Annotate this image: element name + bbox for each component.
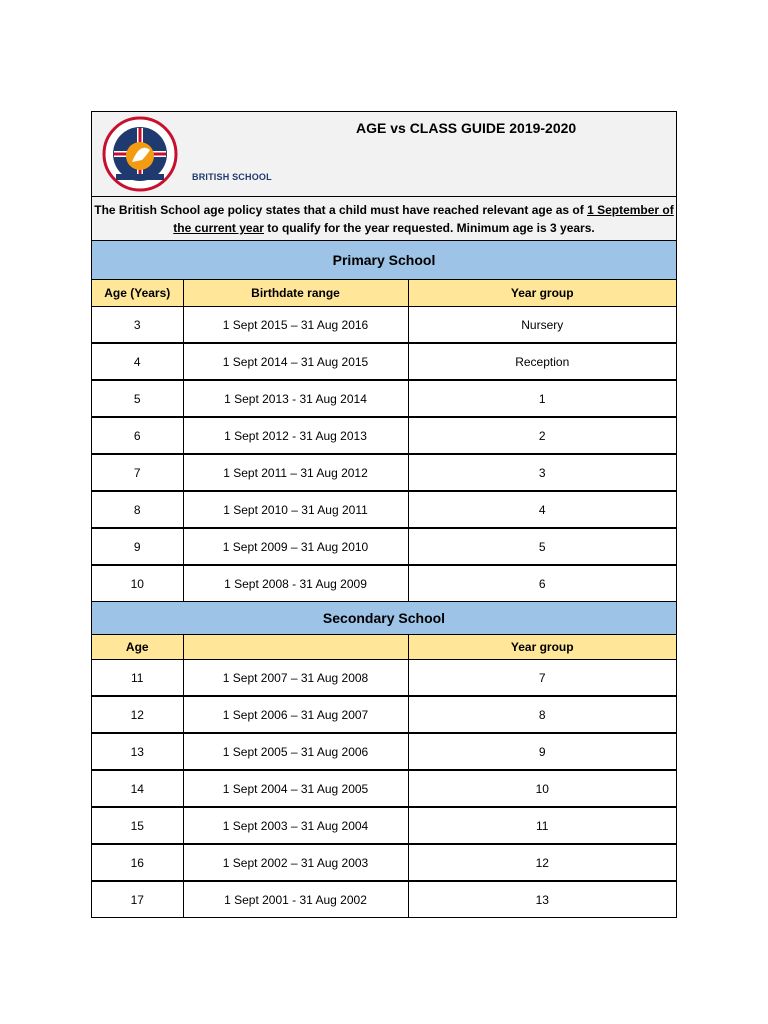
policy-text-after: to qualify for the year requested. Minimum age is 3 years. <box>263 221 595 235</box>
table-row <box>92 660 676 697</box>
table-row <box>92 770 676 807</box>
table-row <box>92 696 676 733</box>
year-group-cell: 3 <box>408 454 676 491</box>
age-cell: 7 <box>92 454 183 491</box>
year-group-cell: 12 <box>408 844 676 881</box>
table-row <box>92 844 676 881</box>
logo-wordmark: BRITISH SCHOOL <box>192 172 272 182</box>
age-cell: 15 <box>92 807 183 844</box>
birthdate-range-cell: 1 Sept 2005 – 31 Aug 2006 <box>183 733 408 770</box>
age-cell: 16 <box>92 844 183 881</box>
table-row <box>92 343 676 380</box>
table-row <box>92 307 676 344</box>
birthdate-range-cell: 1 Sept 2009 – 31 Aug 2010 <box>183 528 408 565</box>
column-header-age: Age (Years) <box>92 280 183 307</box>
column-header-year-group: Year group <box>408 280 676 307</box>
age-cell: 5 <box>92 380 183 417</box>
year-group-cell: 13 <box>535 892 549 907</box>
year-group-cell: 4 <box>408 491 676 528</box>
primary-header-row <box>92 280 676 307</box>
birthdate-range-cell: 1 Sept 2002 – 31 Aug 2003 <box>183 844 408 881</box>
primary-school-table <box>92 280 676 601</box>
age-cell: 11 <box>92 660 183 697</box>
table-row <box>92 380 676 417</box>
column-header-age: Age <box>92 635 183 660</box>
table-row <box>92 417 676 454</box>
birthdate-range-cell: 1 Sept 2013 - 31 Aug 2014 <box>183 380 408 417</box>
age-cell: 17 <box>92 881 183 917</box>
birthdate-range-cell: 1 Sept 2014 – 31 Aug 2015 <box>183 343 408 380</box>
year-group-cell: 10 <box>408 770 676 807</box>
birthdate-range-cell: 1 Sept 2004 – 31 Aug 2005 <box>183 770 408 807</box>
year-group-cell: Nursery <box>408 307 676 344</box>
column-header-year-group: Year group <box>408 635 676 660</box>
page-title: AGE vs CLASS GUIDE 2019-2020 <box>356 120 577 136</box>
year-group-cell: Reception <box>408 343 676 380</box>
secondary-school-table <box>92 635 676 917</box>
school-crest-logo <box>102 116 178 192</box>
year-group-cell: 11 <box>408 807 676 844</box>
birthdate-range-cell: 1 Sept 2001 - 31 Aug 2002 <box>183 881 408 917</box>
age-cell: 8 <box>92 491 183 528</box>
birthdate-range-cell: 1 Sept 2010 – 31 Aug 2011 <box>183 491 408 528</box>
birthdate-range-cell: 1 Sept 2008 - 31 Aug 2009 <box>183 565 408 601</box>
birthdate-range-cell: 1 Sept 2007 – 31 Aug 2008 <box>183 660 408 697</box>
age-policy-note <box>92 197 676 241</box>
table-row <box>92 491 676 528</box>
birthdate-range-cell: 1 Sept 2015 – 31 Aug 2016 <box>183 307 408 344</box>
age-cell: 3 <box>92 307 183 344</box>
age-cell: 4 <box>92 343 183 380</box>
birthdate-range-cell: 1 Sept 2012 - 31 Aug 2013 <box>183 417 408 454</box>
age-cell: 14 <box>92 770 183 807</box>
document-header <box>92 112 676 197</box>
birthdate-range-cell: 1 Sept 2006 – 31 Aug 2007 <box>183 696 408 733</box>
policy-text-before: The British School age policy states that a child must have reached relevant age as of <box>94 203 588 217</box>
table-row <box>92 733 676 770</box>
table-row <box>92 565 676 601</box>
age-cell: 10 <box>92 565 183 601</box>
age-cell: 9 <box>92 528 183 565</box>
age-cell: 13 <box>92 733 183 770</box>
birthdate-range-cell: 1 Sept 2003 – 31 Aug 2004 <box>183 807 408 844</box>
year-group-cell: 6 <box>538 576 546 591</box>
table-row <box>92 881 676 917</box>
year-group-cell: 2 <box>408 417 676 454</box>
year-group-cell: 7 <box>408 660 676 697</box>
table-row <box>92 528 676 565</box>
year-group-cell: 9 <box>408 733 676 770</box>
column-header-birthdate <box>183 635 408 660</box>
primary-school-heading: Primary School <box>92 241 676 280</box>
secondary-school-heading: Secondary School <box>92 601 676 635</box>
birthdate-range-cell: 1 Sept 2011 – 31 Aug 2012 <box>183 454 408 491</box>
year-group-cell: 1 <box>408 380 676 417</box>
table-row <box>92 807 676 844</box>
table-row <box>92 454 676 491</box>
secondary-header-row <box>92 635 676 660</box>
column-header-birthdate: Birthdate range <box>183 280 408 307</box>
age-class-guide-sheet <box>91 111 677 918</box>
policy-underlined-date: 1 September of the current year <box>173 203 674 235</box>
year-group-cell: 8 <box>408 696 676 733</box>
age-cell: 6 <box>92 417 183 454</box>
age-cell: 12 <box>92 696 183 733</box>
year-group-cell: 5 <box>408 528 676 565</box>
